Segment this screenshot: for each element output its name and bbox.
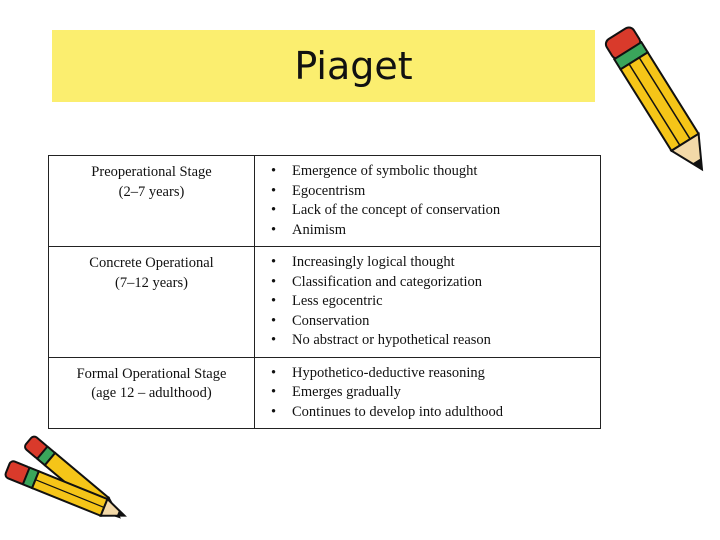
traits-cell [255,156,601,247]
traits-cell [255,247,601,358]
table-row [49,156,601,247]
stage-age: (age 12 – adulthood) [91,385,212,401]
list-item: • Hypothetico-deductive reasoning [270,364,485,381]
pencil-icon-top-right [598,4,718,194]
list-item: • Conservation [270,312,370,329]
list-item: • Emerges gradually [270,384,401,400]
stage-age: (2–7 years) [118,183,185,200]
list-item: • Emergence of symbolic thought [270,163,478,179]
list-item: • Egocentrism [270,182,366,199]
stage-cell [49,357,255,429]
table-row [49,247,601,358]
list-item: • Increasingly logical thought [270,254,455,270]
traits-list [255,162,594,240]
stage-cell [49,247,255,358]
traits-list [255,253,594,351]
list-item: • No abstract or hypothetical reason [270,332,491,348]
list-item: • Lack of the concept of conservation [270,202,501,218]
stage-name: Concrete Operational [89,255,214,271]
stage-age: (7–12 years) [115,274,188,291]
list-item: • Animism [270,221,346,238]
list-item: • Continues to develop into adulthood [270,403,504,420]
stages-table [48,155,601,429]
stage-cell [49,156,255,247]
list-item: • Classification and categorization [270,273,483,290]
stage-name: Preoperational Stage [91,164,212,180]
title-band [52,30,595,102]
stage-name: Formal Operational Stage [76,365,227,382]
traits-cell [255,357,601,429]
table-row [49,357,601,429]
traits-list [255,364,594,423]
list-item: • Less egocentric [270,293,383,309]
pencils-icon-bottom-left [0,432,140,538]
page-title: Piaget [294,44,413,88]
